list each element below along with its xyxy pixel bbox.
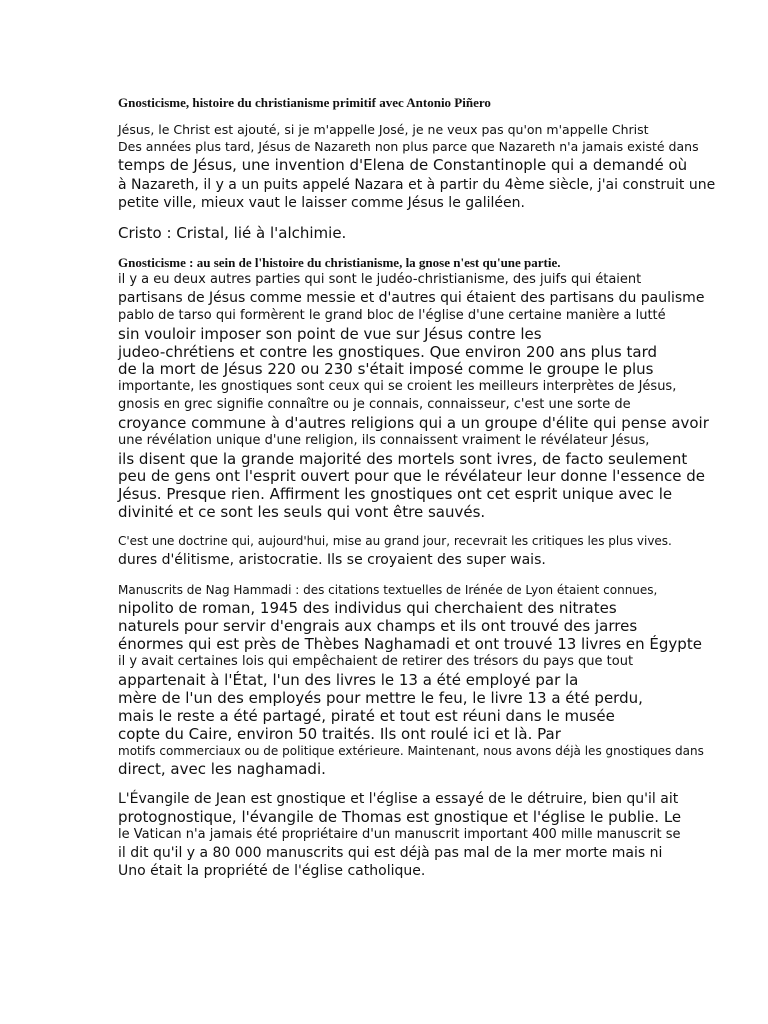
text-line: copte du Caire, environ 50 traités. Ils ont roulé ici et là. Par [118,725,561,743]
text-line: sin vouloir imposer son point de vue sur Jésus contre les [118,325,542,343]
text-line: Jésus. Presque rien. Affirment les gnostiques ont cet esprit unique avec le [118,485,673,503]
text-line: pablo de tarso qui formèrent le grand bloc de l'église d'une certaine manière a lutté [118,308,666,323]
text-line: mère de l'un des employés pour mettre le feu, le livre 13 a été perdu, [118,689,643,707]
text-line: il y avait certaines lois qui empêchaient de retirer des trésors du pays que tout [118,654,634,669]
text-line: peu de gens ont l'esprit ouvert pour que le révélateur leur donne l'essence de [118,467,705,485]
text-line: importante, les gnostiques sont ceux qui se croient les meilleurs interprètes de Jésus, [118,379,677,394]
text-line: protognostique, l'évangile de Thomas est gnostique et l'église le publie. Le [118,808,682,826]
text-line: motifs commerciaux ou de politique extérieure. Maintenant, nous avons déjà les gnostiques dans [118,744,704,758]
text-line: il y a eu deux autres parties qui sont le judéo-christianisme, des juifs qui étaient [118,272,642,287]
text-line: temps de Jésus, une invention d'Elena de Constantinople qui a demandé où [118,156,688,174]
text-line: dures d'élitisme, aristocratie. Ils se croyaient des super wais. [118,552,546,568]
text-line: ils disent que la grande majorité des mortels sont ivres, de facto seulement [118,450,688,468]
text-line: naturels pour servir d'engrais aux champs et ils ont trouvé des jarres [118,617,638,635]
text-line: à Nazareth, il y a un puits appelé Nazara et à partir du 4ème siècle, j'ai construit une [118,177,716,193]
text-line: divinité et ce sont les seuls qui vont être sauvés. [118,503,486,521]
text-line: direct, avec les naghamadi. [118,760,326,778]
text-line: C'est une doctrine qui, aujourd'hui, mise au grand jour, recevrait les critiques les plus vives. [118,534,672,548]
text-line: mais le reste a été partagé, piraté et tout est réuni dans le musée [118,707,615,725]
text-line: petite ville, mieux vaut le laisser comme Jésus le galiléen. [118,195,525,211]
text-line: Cristo : Cristal, lié à l'alchimie. [118,224,347,242]
text-line: de la mort de Jésus 220 ou 230 s'était imposé comme le groupe le plus [118,360,654,378]
text-line: Des années plus tard, Jésus de Nazareth non plus parce que Nazareth n'a jamais existé dans [118,139,699,154]
text-line: croyance commune à d'autres religions qui a un groupe d'élite qui pense avoir [118,414,709,432]
text-line: Manuscrits de Nag Hammadi : des citations textuelles de Irénée de Lyon étaient connues, [118,583,658,597]
text-line: Jésus, le Christ est ajouté, si je m'appelle José, je ne veux pas qu'on m'appelle Christ [118,122,649,137]
text-line: gnosis en grec signifie connaître ou je connais, connaisseur, c'est une sorte de [118,397,631,412]
document-title: Gnosticisme, histoire du christianisme primitif avec Antonio Piñero [118,95,491,110]
text-line: le Vatican n'a jamais été propriétaire d'un manuscrit important 400 mille manuscrit se [118,827,681,842]
text-line: une révélation unique d'une religion, ils connaissent vraiment le révélateur Jésus, [118,433,650,448]
text-line: appartenait à l'État, l'un des livres le 13 a été employé par la [118,671,579,689]
text-line: Uno était la propriété de l'église catholique. [118,863,426,879]
section-subheading: Gnosticisme : au sein de l'histoire du christianisme, la gnose n'est qu'une partie. [118,255,561,270]
text-line: énormes qui est près de Thèbes Naghamadi et ont trouvé 13 livres en Égypte [118,635,702,653]
text-line: L'Évangile de Jean est gnostique et l'église a essayé de le détruire, bien qu'il ait [118,791,679,807]
text-line: nipolito de roman, 1945 des individus qui cherchaient des nitrates [118,599,617,617]
text-line: judeo-chrétiens et contre les gnostiques. Que environ 200 ans plus tard [118,343,657,361]
text-line: il dit qu'il y a 80 000 manuscrits qui est déjà pas mal de la mer morte mais ni [118,845,663,861]
text-line: partisans de Jésus comme messie et d'autres qui étaient des partisans du paulisme [118,290,705,306]
